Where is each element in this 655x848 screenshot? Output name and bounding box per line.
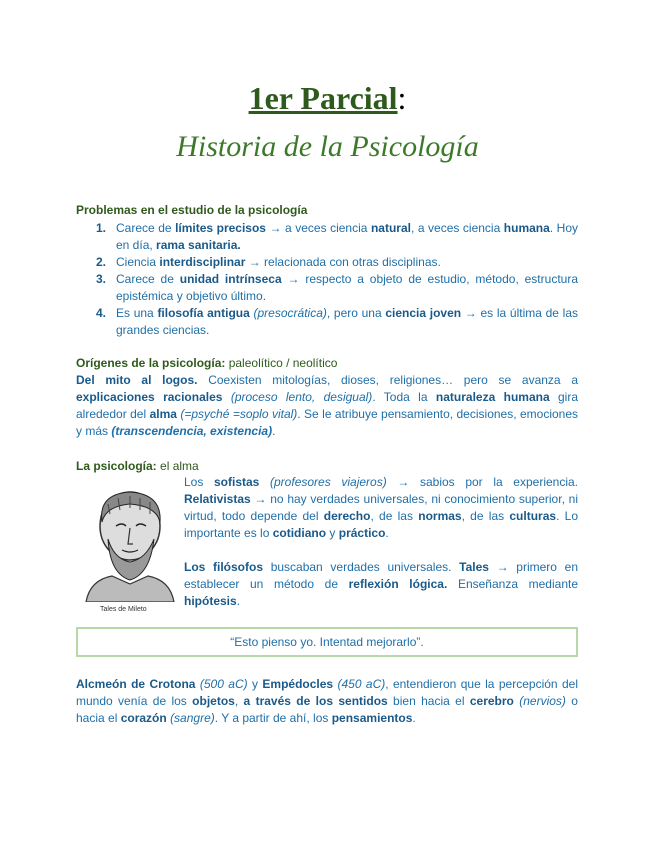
page-title: 1er Parcial: (248, 80, 407, 116)
paragraph-filosofos: Los filósofos buscaban verdades universales. Tales → primero en establecer un método de reflexión lógica. Enseñanza mediante hipótesis. (184, 560, 578, 608)
quote-box (76, 627, 578, 657)
list-item: 1. Carece de límites precisos → a veces ciencia natural, a veces ciencia humana. Hoy en día, rama sanitaria. (96, 221, 578, 252)
paragraph-sofistas: Los sofistas (profesores viajeros) → sabios por la experiencia. Relativistas → no hay verdades universales, ni conocimiento superior, ni virtud, todo depende del derecho, de las normas, de las culturas. Lo importante es lo cotidiano y práctico. (184, 475, 579, 540)
image-caption: Tales de Mileto (100, 606, 147, 613)
tales-bust-image (78, 484, 178, 602)
problems-list (76, 220, 578, 339)
page-subtitle: Historia de la Psicología (176, 130, 479, 163)
list-item: 2. Ciencia interdisciplinar → relacionada con otras disciplinas. (96, 255, 441, 269)
section-heading-problemas: Problemas en el estudio de la psicología (76, 203, 308, 217)
section-heading-psicologia: La psicología: el alma (76, 459, 199, 473)
section-heading-origenes: Orígenes de la psicología: paleolítico / neolítico (76, 356, 338, 370)
paragraph-alcmeon: Alcmeón de Crotona (500 aC) y Empédocles (450 aC), entendieron que la percepción del mundo venía de los objetos, a través de los sentidos bien hacia el cerebro (nervios) o hacia el corazón (sangre). Y a partir de ahí, los pensamientos. (76, 677, 578, 725)
quote-text: “Esto pienso yo. Intentad mejorarlo”. (230, 635, 424, 649)
list-item: 3. Carece de unidad intrínseca → respecto a objeto de estudio, método, estructura epistémica y objetivo último. (96, 272, 578, 303)
paragraph-origenes: Del mito al logos. Coexisten mitologías, dioses, religiones… pero se avanza a explicaciones racionales (proceso lento, desigual). Toda la naturaleza humana gira alrededor del alma (=psyché =soplo vital). Se le atribuye pensamiento, decisiones, emociones y más (transcendencia, existencia). (76, 373, 579, 438)
list-item: 4. Es una filosofía antigua (presocrática), pero una ciencia joven → es la última de las grandes ciencias. (96, 306, 578, 337)
